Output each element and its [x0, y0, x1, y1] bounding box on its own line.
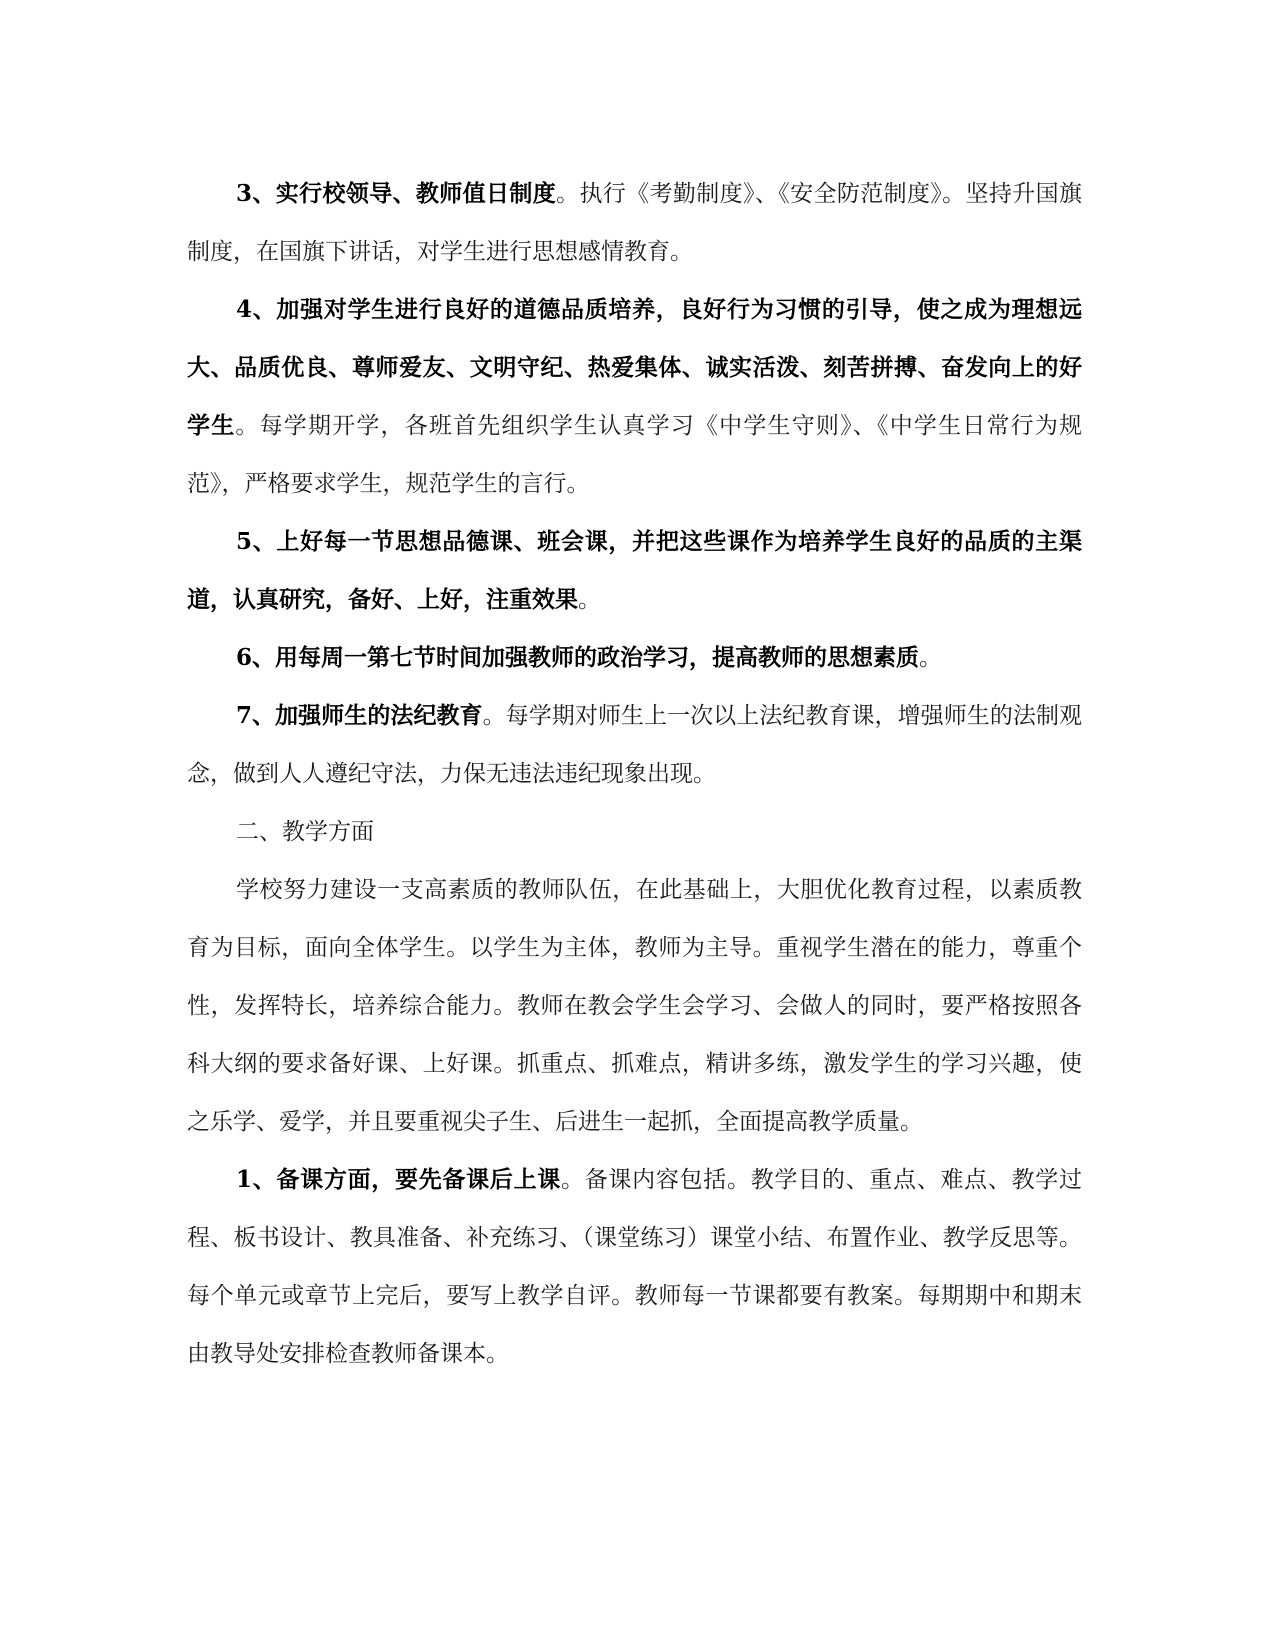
section-heading-teaching — [187, 803, 1082, 861]
paragraph-text: 。备课内容包括。教学目的、重点、难点、教学过程、板书设计、教具准备、补充练习、（课堂练习）课堂小结、布置作业、教学反思等。每个单元或章节上完后，要写上教学自评。教师每一节课都要有教案。每期期中和期末由教导处安排检查教师备课本。 — [187, 1167, 1082, 1367]
paragraph-teaching-overview — [187, 861, 1082, 1151]
paragraph-text: 。 — [919, 645, 943, 671]
paragraph-duty-system — [187, 165, 1082, 281]
paragraph-text: 学校努力建设一支高素质的教师队伍，在此基础上，大胆优化教育过程，以素质教育为目标，面向全体学生。以学生为主体，教师为主导。重视学生潜在的能力，尊重个性，发挥特长，培养综合能力。教师在教会学生会学习、会做人的同时，要严格按照各科大纲的要求备好课、上好课。抓重点、抓难点，精讲多练，激发学生的学习兴趣，使之乐学、爱学，并且要重视尖子生、后进生一起抓，全面提高教学质量。 — [187, 877, 1082, 1135]
paragraph-heading: 4、加强对学生进行良好的道德品质培养，良好行为习惯的引导，使之成为理想远大、品质优良、尊师爱友、文明守纪、热爱集体、诚实活泼、刻苦拼搏、奋发向上的好学生 — [187, 296, 1082, 439]
paragraph-text: 。每学期开学，各班首先组织学生认真学习《中学生守则》、《中学生日常行为规范》，严格要求学生，规范学生的言行。 — [187, 413, 1083, 497]
paragraph-political-study — [187, 629, 1082, 687]
paragraph-heading: 1、备课方面，要先备课后上课 — [236, 1166, 561, 1193]
document-body — [187, 165, 1082, 1383]
paragraph-ethics-class — [187, 513, 1082, 629]
paragraph-heading: 5、上好每一节思想品德课、班会课，并把这些课作为培养学生良好的品质的主渠道，认真研究，备好、上好，注重效果 — [187, 528, 1082, 613]
paragraph-heading: 6、用每周一第七节时间加强教师的政治学习，提高教师的思想素质 — [236, 644, 920, 671]
paragraph-heading: 7、加强师生的法纪教育 — [236, 702, 483, 729]
paragraph-text: 。每学期对师生上一次以上法纪教育课，增强师生的法制观念，做到人人遵纪守法，力保无违法违纪现象出现。 — [187, 703, 1083, 787]
paragraph-text: 。执行《考勤制度》、《安全防范制度》。坚持升国旗制度，在国旗下讲话，对学生进行思想感情教育。 — [187, 181, 1082, 265]
paragraph-heading: 3、实行校领导、教师值日制度 — [236, 180, 557, 207]
paragraph-moral-education — [187, 281, 1082, 513]
paragraph-legal-education — [187, 687, 1082, 803]
paragraph-text: 。 — [578, 587, 601, 613]
paragraph-text: 二、教学方面 — [236, 819, 374, 845]
paragraph-lesson-preparation — [187, 1151, 1082, 1383]
